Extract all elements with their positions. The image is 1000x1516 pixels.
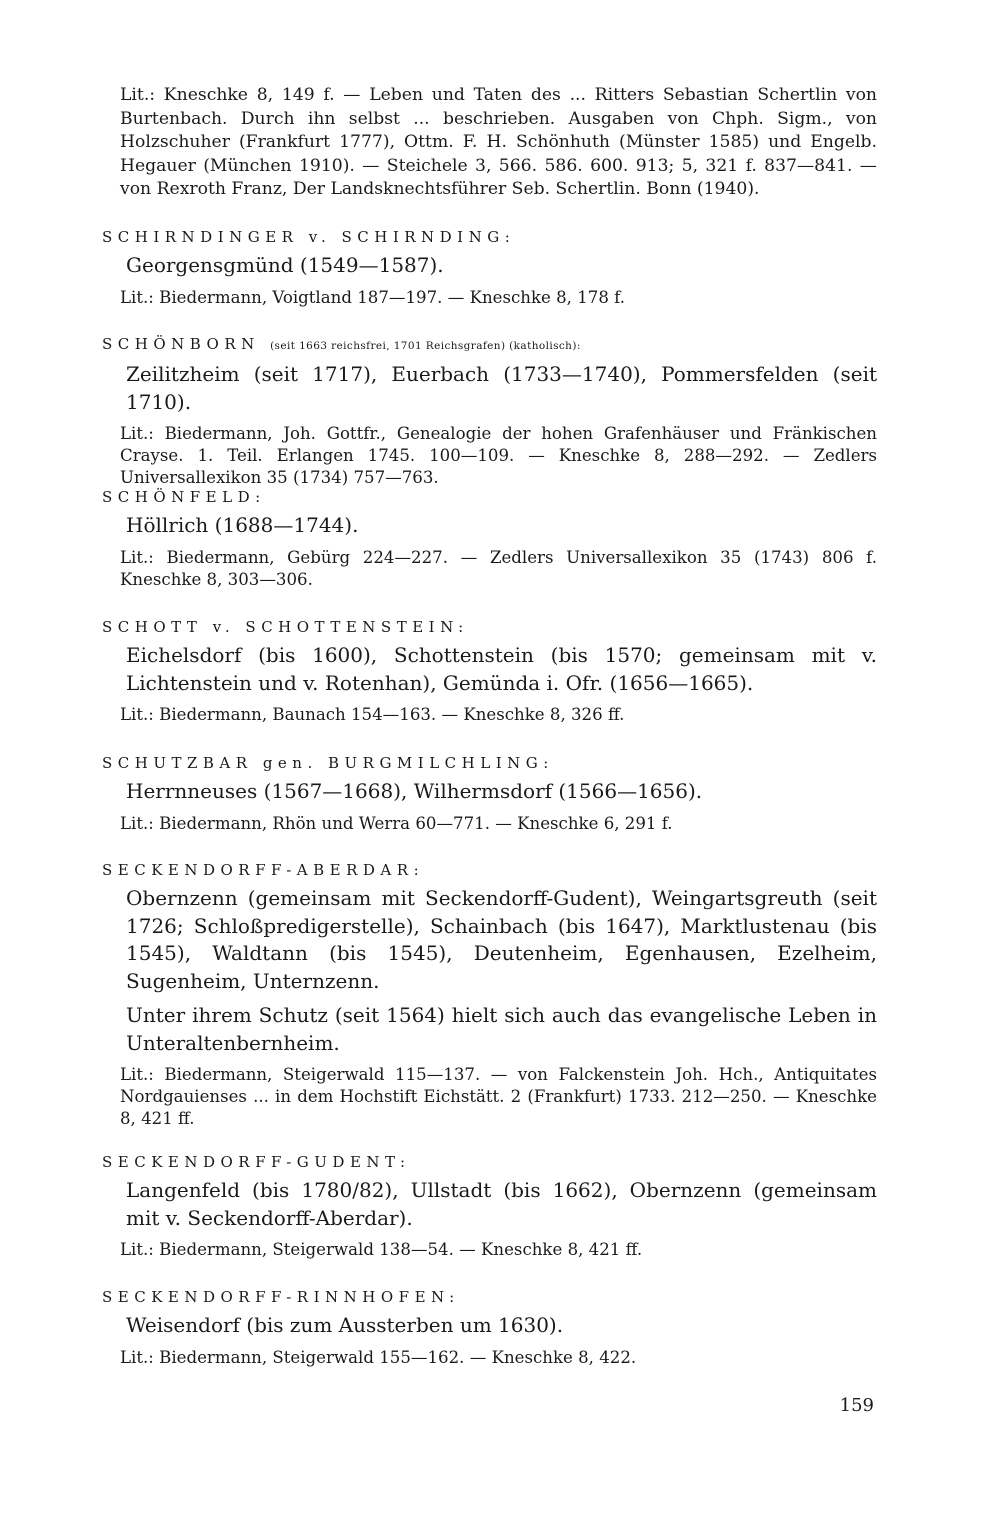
family-name: SCHUTZBAR gen. BURGMILCHLING:: [102, 754, 554, 772]
entry-schoenfeld: [102, 486, 877, 591]
family-name: SCHÖNFELD:: [102, 488, 266, 506]
place-paragraph: Obernzenn (gemeinsam mit Seckendorff-Gudent), Weingartsgreuth (seit 1726; Schloßpredigerstelle), Schainbach (bis 1647), Marktlustenau (bis 1545), Waldtann (bis 1545), Deutenheim, Egenhausen, Ezelheim, Sugenheim, Unternzenn.: [126, 886, 877, 993]
entry-heading: [102, 1151, 877, 1173]
place-paragraph: Unter ihrem Schutz (seit 1564) hielt sich auch das evangelische Leben in Unteraltenbernheim.: [126, 1003, 877, 1055]
entry-literature: Lit.: Biedermann, Gebürg 224—227. — Zedlers Universallexikon 35 (1743) 806 f. Kneschke 8, 303—306.: [120, 547, 877, 589]
entry-literature: Lit.: Biedermann, Steigerwald 115—137. — von Falckenstein Joh. Hch., Antiquitates Nordgauienses ... in dem Hochstift Eichstätt. 2 (Frankfurt) 1733. 212—250. — Kneschke 8, 421 ff.: [120, 1065, 877, 1128]
entry-places: [126, 361, 877, 416]
entry-heading: [102, 226, 877, 248]
family-name: SCHÖNBORN: [102, 335, 260, 353]
entry-seckendorff-aberdar: [102, 859, 877, 1130]
entry-places: [126, 885, 877, 1057]
place-paragraph: Eichelsdorf (bis 1600), Schottenstein (bis 1570; gemeinsam mit v. Lichtenstein und v. Rotenhan), Gemünda i. Ofr. (1656—1665).: [126, 643, 877, 695]
family-name: SECKENDORFF-GUDENT:: [102, 1153, 411, 1171]
place-paragraph: Höllrich (1688—1744).: [126, 513, 359, 537]
entry-literature: Lit.: Biedermann, Voigtland 187—197. — Kneschke 8, 178 f.: [120, 287, 625, 307]
family-name: SCHOTT v. SCHOTTENSTEIN:: [102, 618, 469, 636]
entry-heading: [102, 616, 877, 638]
entry-literature: Lit.: Biedermann, Rhön und Werra 60—771. — Kneschke 6, 291 f.: [120, 813, 673, 833]
entry-literature: Lit.: Biedermann, Baunach 154—163. — Kneschke 8, 326 ff.: [120, 705, 625, 724]
place-paragraph: Langenfeld (bis 1780/82), Ullstadt (bis 1662), Obernzenn (gemeinsam mit v. Seckendorff-Aberdar).: [126, 1178, 877, 1230]
entry-places: [126, 1177, 877, 1232]
entry-schott: [102, 616, 877, 726]
family-name: SECKENDORFF-RINNHOFEN:: [102, 1288, 460, 1306]
entry-places: [126, 512, 877, 540]
entry-seckendorff-rinnhofen: [102, 1286, 877, 1369]
entry-schoenborn: [102, 333, 877, 489]
place-paragraph: Herrnneuses (1567—1668), Wilhermsdorf (1566—1656).: [126, 779, 703, 803]
page-number: 159: [839, 1395, 874, 1416]
entry-heading: [102, 859, 877, 881]
entry-heading: [102, 752, 877, 774]
place-paragraph: Georgensgmünd (1549—1587).: [126, 253, 444, 277]
entry-places: [126, 252, 877, 280]
family-note: (seit 1663 reichsfrei, 1701 Reichsgrafen) (katholisch):: [270, 340, 581, 352]
entry-heading: [102, 333, 877, 357]
place-paragraph: Zeilitzheim (seit 1717), Euerbach (1733—1740), Pommersfelden (seit 1710).: [126, 362, 877, 414]
entry-schirndinger: [102, 226, 877, 309]
entry-literature: Lit.: Biedermann, Steigerwald 138—54. — Kneschke 8, 421 ff.: [120, 1240, 643, 1259]
family-name: SECKENDORFF-ABERDAR:: [102, 861, 425, 879]
entry-schutzbar: [102, 752, 877, 835]
entry-seckendorff-gudent: [102, 1151, 877, 1261]
entry-places: [126, 778, 877, 806]
entry-places: [126, 642, 877, 697]
entry-literature: Lit.: Biedermann, Joh. Gottfr., Genealogie der hohen Grafenhäuser und Fränkischen Crayse. 1. Teil. Erlangen 1745. 100—109. — Kneschke 8, 288—292. — Zedlers Universallexikon 35 (1734) 757—763.: [120, 424, 877, 487]
entry-literature: Lit.: Biedermann, Steigerwald 155—162. — Kneschke 8, 422.: [120, 1347, 637, 1367]
continued-literature: Lit.: Kneschke 8, 149 f. — Leben und Taten des ... Ritters Sebastian Schertlin von Burtenbach. Durch ihn selbst ... beschrieben. Ausgaben von Chph. Sigm., von Holzschuher (Frankfurt 1777), Ottm. F. H. Schönhuth (Münster 1585) und Engelb. Hegauer (München 1910). — Steichele 3, 566. 586. 600. 913; 5, 321 f. 837—841. — von Rexroth Franz, Der Landsknechtsführer Seb. Schertlin. Bonn (1940).: [120, 85, 877, 200]
entry-heading: [102, 486, 877, 508]
entry-places: [126, 1312, 877, 1340]
family-name: SCHIRNDINGER v. SCHIRNDING:: [102, 228, 516, 246]
entry-heading: [102, 1286, 877, 1308]
place-paragraph: Weisendorf (bis zum Aussterben um 1630).: [126, 1313, 564, 1337]
